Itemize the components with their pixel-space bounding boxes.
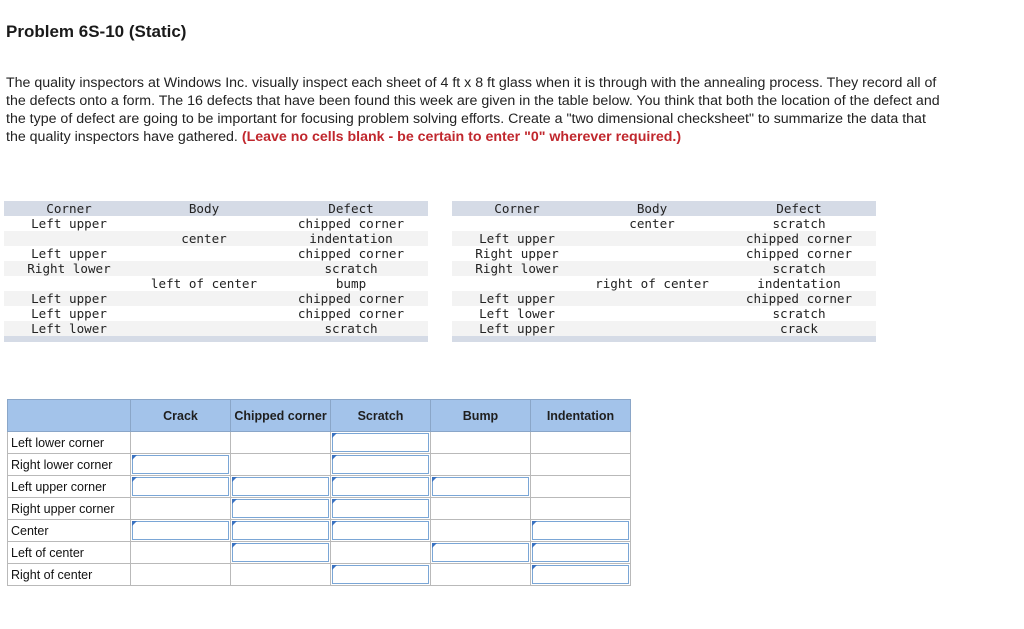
defect-cell: scratch	[274, 261, 428, 276]
count-input[interactable]	[432, 543, 529, 562]
checksheet-cell	[131, 542, 231, 564]
body-cell	[134, 321, 274, 336]
checksheet-row	[8, 542, 631, 564]
checksheet-row	[8, 476, 631, 498]
defect-cell: chipped corner	[722, 231, 876, 246]
checksheet-row-label: Left lower corner	[8, 432, 131, 454]
defect-table-header: Body	[134, 201, 274, 216]
body-cell	[134, 306, 274, 321]
checksheet-cell	[431, 454, 531, 476]
intro-text: The quality inspectors at Windows Inc. visually inspect each sheet of 4 ft x 8 ft glass when it is through with the annealing process. They record all of the defects onto a form. The 16 defects that have been found this week are given in the table below. You think that both the location of the defect and the type of defect are going to be important for focusing problem solving efforts. Create a "two dimensional checksheet" to summarize the data that the quality inspectors have gathered.	[6, 75, 940, 145]
checksheet-cell	[531, 454, 631, 476]
count-input[interactable]	[232, 477, 329, 496]
defect-table-row	[4, 276, 428, 291]
defect-cell: scratch	[722, 261, 876, 276]
problem-description	[6, 74, 946, 146]
defect-table-footer-bar	[4, 336, 428, 342]
checksheet-cell[interactable]	[231, 542, 331, 564]
checksheet-row-label: Left of center	[8, 542, 131, 564]
defect-table-row	[452, 291, 876, 306]
defect-cell: chipped corner	[297, 306, 405, 321]
defect-table-row	[452, 261, 876, 276]
body-cell	[582, 231, 722, 246]
defect-table-header: Corner	[452, 201, 582, 216]
corner-cell: Right upper	[475, 246, 559, 261]
defect-cell: indentation	[274, 231, 428, 246]
defect-table-row	[4, 216, 428, 231]
corner-cell	[4, 276, 134, 291]
defect-cell: scratch	[274, 321, 428, 336]
corner-cell: Left lower	[479, 306, 555, 321]
corner-cell: Left upper	[452, 231, 582, 246]
count-input[interactable]	[532, 521, 629, 540]
instruction-text: (Leave no cells blank - be certain to enter "0" wherever required.)	[241, 129, 682, 145]
count-input[interactable]	[332, 455, 429, 474]
defect-table-row	[4, 246, 428, 261]
corner-cell: Left upper	[31, 246, 107, 261]
checksheet-cell	[131, 564, 231, 586]
count-input[interactable]	[532, 565, 629, 584]
count-input[interactable]	[332, 433, 429, 452]
defect-table-row	[452, 231, 876, 246]
body-cell: left of center	[150, 276, 258, 291]
checksheet-cell[interactable]	[231, 476, 331, 498]
defect-table-right	[452, 201, 876, 342]
checksheet-column-header: Chipped corner	[231, 400, 331, 432]
defect-table-header: Defect	[722, 201, 876, 216]
checksheet-cell[interactable]	[531, 520, 631, 542]
checksheet-cell[interactable]	[131, 520, 231, 542]
checksheet-cell	[131, 432, 231, 454]
checksheet-cell[interactable]	[531, 564, 631, 586]
checksheet-row-label: Left upper corner	[8, 476, 131, 498]
count-input[interactable]	[532, 543, 629, 562]
checksheet-cell	[431, 520, 531, 542]
problem-title: Problem 6S-10 (Static)	[6, 22, 187, 41]
defect-cell: indentation	[757, 276, 841, 291]
body-cell	[582, 291, 722, 306]
count-input[interactable]	[432, 477, 529, 496]
checksheet-cell[interactable]	[331, 564, 431, 586]
defect-cell: chipped corner	[274, 291, 428, 306]
checksheet-cell	[531, 476, 631, 498]
count-input[interactable]	[332, 565, 429, 584]
body-cell	[582, 261, 722, 276]
defect-cell: chipped corner	[297, 246, 405, 261]
corner-cell: Right lower	[452, 261, 582, 276]
count-input[interactable]	[332, 499, 429, 518]
checksheet-cell	[531, 498, 631, 520]
body-cell	[582, 306, 722, 321]
checksheet-cell[interactable]	[331, 476, 431, 498]
checksheet-row-label: Right upper corner	[8, 498, 131, 520]
count-input[interactable]	[232, 543, 329, 562]
defect-table-header: Defect	[274, 201, 428, 216]
checksheet-column-header: Indentation	[531, 400, 631, 432]
corner-cell: Left upper	[452, 291, 582, 306]
checksheet-column-header: Crack	[131, 400, 231, 432]
checksheet-cell[interactable]	[431, 542, 531, 564]
count-input[interactable]	[232, 499, 329, 518]
checksheet-row-label: Center	[8, 520, 131, 542]
defect-table-header: Corner	[4, 201, 134, 216]
checksheet-cell[interactable]	[331, 454, 431, 476]
checksheet-cell[interactable]	[231, 498, 331, 520]
defect-table-row	[4, 321, 428, 336]
defect-table-row	[452, 216, 876, 231]
checksheet-cell[interactable]	[331, 520, 431, 542]
checksheet-row	[8, 564, 631, 586]
body-cell: center	[134, 231, 274, 246]
defect-cell: crack	[722, 321, 876, 336]
count-input[interactable]	[132, 477, 229, 496]
corner-cell: Left lower	[4, 321, 134, 336]
defect-table-row	[452, 321, 876, 336]
defect-table-row	[452, 276, 876, 291]
checksheet-column-header: Bump	[431, 400, 531, 432]
defect-table-row	[4, 231, 428, 246]
corner-cell: Left upper	[452, 321, 582, 336]
defect-table-header: Body	[582, 201, 722, 216]
corner-cell: Left upper	[4, 291, 134, 306]
body-cell: center	[629, 216, 675, 231]
defect-cell: chipped corner	[745, 246, 853, 261]
defect-table-left	[4, 201, 428, 342]
checksheet-cell[interactable]	[231, 520, 331, 542]
defect-cell: scratch	[772, 216, 826, 231]
corner-cell	[452, 216, 582, 231]
corner-cell	[4, 231, 134, 246]
checksheet-cell	[531, 432, 631, 454]
body-cell	[134, 216, 274, 231]
corner-cell: Left upper	[31, 216, 107, 231]
checksheet-cell	[331, 542, 431, 564]
checksheet-row	[8, 432, 631, 454]
defect-table-row	[452, 306, 876, 321]
checksheet-cell	[431, 498, 531, 520]
checksheet-corner-header	[8, 400, 131, 432]
checksheet-cell[interactable]	[331, 432, 431, 454]
checksheet-cell	[431, 564, 531, 586]
body-cell	[134, 246, 274, 261]
checksheet-cell	[231, 454, 331, 476]
checksheet-cell[interactable]	[431, 476, 531, 498]
checksheet-cell[interactable]	[331, 498, 431, 520]
checksheet-row-label: Right lower corner	[8, 454, 131, 476]
defect-cell: scratch	[772, 306, 826, 321]
defect-cell: chipped corner	[297, 216, 405, 231]
count-input[interactable]	[332, 521, 429, 540]
count-input[interactable]	[232, 521, 329, 540]
checksheet-row	[8, 454, 631, 476]
corner-cell	[452, 276, 582, 291]
checksheet-cell	[431, 432, 531, 454]
body-cell: right of center	[595, 276, 709, 291]
defect-table-row	[4, 291, 428, 306]
body-cell	[582, 246, 722, 261]
checksheet-row	[8, 498, 631, 520]
count-input[interactable]	[332, 477, 429, 496]
checksheet-cell	[231, 432, 331, 454]
defect-cell: chipped corner	[722, 291, 876, 306]
defect-table-footer-bar	[452, 336, 876, 342]
checksheet-row	[8, 520, 631, 542]
body-cell	[134, 261, 274, 276]
defect-cell: bump	[335, 276, 367, 291]
two-dimensional-checksheet	[7, 399, 631, 586]
count-input[interactable]	[132, 455, 229, 474]
checksheet-cell	[231, 564, 331, 586]
checksheet-cell[interactable]	[531, 542, 631, 564]
checksheet-column-header: Scratch	[331, 400, 431, 432]
checksheet-cell[interactable]	[131, 476, 231, 498]
defect-table-row	[4, 306, 428, 321]
body-cell	[134, 291, 274, 306]
body-cell	[582, 321, 722, 336]
checksheet-cell	[131, 498, 231, 520]
corner-cell: Right lower	[4, 261, 134, 276]
checksheet-cell[interactable]	[131, 454, 231, 476]
checksheet-row-label: Right of center	[8, 564, 131, 586]
defect-table-row	[4, 261, 428, 276]
count-input[interactable]	[132, 521, 229, 540]
corner-cell: Left upper	[31, 306, 107, 321]
defect-table-row	[452, 246, 876, 261]
